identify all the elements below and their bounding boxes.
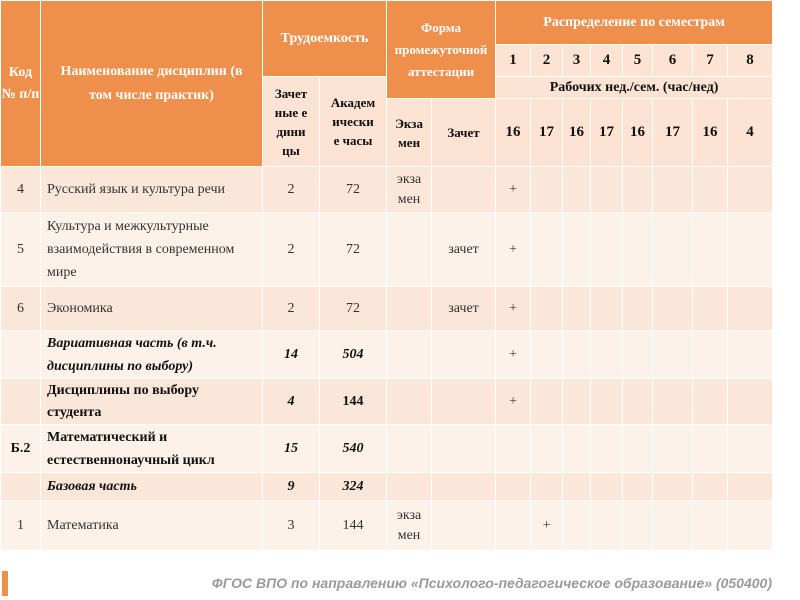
row-sem-1: + [496,331,531,379]
row-name: Базовая часть [41,473,263,501]
weeks-6: 17 [653,99,693,167]
row-sem-5 [623,379,653,425]
row-units: 2 [263,167,320,213]
header-form-exam: Экзамен [387,99,432,167]
row-exam [387,213,432,287]
row-units: 2 [263,213,320,287]
table-row [1,473,773,501]
weeks-2: 17 [531,99,563,167]
row-exam [387,331,432,379]
row-sem-5 [623,213,653,287]
row-sem-6 [653,167,693,213]
row-sem-8 [728,331,773,379]
row-sem-5 [623,331,653,379]
table-row [1,501,773,551]
row-credit: зачет [432,287,496,331]
semester-7: 7 [693,45,728,77]
row-sem-7 [693,501,728,551]
row-sem-2 [531,379,563,425]
weeks-8: 4 [728,99,773,167]
row-credit [432,379,496,425]
row-sem-5 [623,501,653,551]
footer-caption: ФГОС ВПО по направлению «Психолого-педагогическое образование» (050400) [211,575,772,591]
row-sem-7 [693,287,728,331]
row-units: 2 [263,287,320,331]
table-row [1,425,773,473]
row-name: Дисциплины по выбору студента [41,379,263,425]
row-sem-5 [623,167,653,213]
row-exam: экзамен [387,501,432,551]
row-hours: 504 [320,331,387,379]
row-code: 5 [1,213,41,287]
row-units: 15 [263,425,320,473]
row-sem-2 [531,425,563,473]
semester-4: 4 [591,45,623,77]
row-code: 1 [1,501,41,551]
header-form: Форма промежуточной аттестации [387,1,496,99]
row-sem-1: + [496,379,531,425]
row-sem-4 [591,287,623,331]
row-code: 4 [1,167,41,213]
header-distribution: Распределение по семестрам [496,1,773,45]
row-sem-6 [653,501,693,551]
header-name: Наименование дисциплин (в том числе практик) [41,1,263,167]
row-sem-1 [496,501,531,551]
weeks-5: 16 [623,99,653,167]
row-sem-1: + [496,287,531,331]
row-code [1,379,41,425]
row-hours: 540 [320,425,387,473]
row-sem-7 [693,473,728,501]
row-name: Культура и межкультурные взаимодействия в современном мире [41,213,263,287]
row-exam: экзамен [387,167,432,213]
row-sem-1: + [496,167,531,213]
row-sem-1 [496,425,531,473]
table-body [1,167,773,551]
row-sem-8 [728,379,773,425]
row-sem-2: + [531,501,563,551]
row-sem-3 [563,167,591,213]
semester-2: 2 [531,45,563,77]
semester-1: 1 [496,45,531,77]
row-sem-3 [563,287,591,331]
row-credit [432,167,496,213]
row-sem-7 [693,379,728,425]
row-sem-4 [591,473,623,501]
semester-6: 6 [653,45,693,77]
row-sem-3 [563,379,591,425]
row-sem-2 [531,473,563,501]
row-credit [432,501,496,551]
row-sem-8 [728,213,773,287]
row-sem-5 [623,287,653,331]
row-sem-4 [591,425,623,473]
weeks-1: 16 [496,99,531,167]
row-credit [432,331,496,379]
row-sem-7 [693,425,728,473]
row-sem-2 [531,331,563,379]
row-sem-3 [563,473,591,501]
header-code: Код № п/п [1,1,41,167]
row-sem-6 [653,213,693,287]
row-credit [432,425,496,473]
row-sem-1: + [496,213,531,287]
row-sem-8 [728,425,773,473]
row-sem-8 [728,287,773,331]
row-sem-6 [653,287,693,331]
row-sem-1 [496,473,531,501]
row-sem-2 [531,213,563,287]
row-code [1,331,41,379]
header-labor-units: Зачетные единицы [263,77,320,167]
row-name: Экономика [41,287,263,331]
row-exam [387,287,432,331]
row-sem-2 [531,167,563,213]
row-hours: 324 [320,473,387,501]
row-hours: 144 [320,501,387,551]
row-sem-7 [693,213,728,287]
weeks-3: 16 [563,99,591,167]
row-units: 4 [263,379,320,425]
table-row [1,167,773,213]
row-sem-2 [531,287,563,331]
table-row [1,331,773,379]
row-credit: зачет [432,213,496,287]
row-hours: 72 [320,213,387,287]
table-row [1,213,773,287]
row-sem-3 [563,331,591,379]
row-sem-3 [563,213,591,287]
row-units: 3 [263,501,320,551]
table-header [1,1,773,167]
row-code [1,473,41,501]
row-sem-4 [591,331,623,379]
header-form-credit: Зачет [432,99,496,167]
row-sem-4 [591,379,623,425]
footer-bar [2,571,776,596]
table-row [1,379,773,425]
weeks-4: 17 [591,99,623,167]
semester-5: 5 [623,45,653,77]
row-sem-5 [623,425,653,473]
row-sem-8 [728,167,773,213]
row-sem-3 [563,425,591,473]
row-hours: 72 [320,287,387,331]
row-units: 14 [263,331,320,379]
row-exam [387,425,432,473]
header-labor: Трудоемкость [263,1,387,77]
row-sem-6 [653,473,693,501]
row-credit [432,473,496,501]
row-units: 9 [263,473,320,501]
row-hours: 72 [320,167,387,213]
header-labor-hours: Академические часы [320,77,387,167]
row-sem-7 [693,167,728,213]
row-sem-7 [693,331,728,379]
row-code: 6 [1,287,41,331]
row-name: Русский язык и культура речи [41,167,263,213]
row-name: Математика [41,501,263,551]
row-exam [387,379,432,425]
row-sem-4 [591,501,623,551]
row-hours: 144 [320,379,387,425]
row-name: Математический и естественнонаучный цикл [41,425,263,473]
row-sem-8 [728,501,773,551]
row-sem-8 [728,473,773,501]
row-sem-4 [591,213,623,287]
header-weeks-label: Рабочих нед./сем. (час/нед) [496,77,773,99]
row-sem-3 [563,501,591,551]
row-name: Вариативная часть (в т.ч. дисциплины по выбору) [41,331,263,379]
semester-3: 3 [563,45,591,77]
table-row [1,287,773,331]
row-exam [387,473,432,501]
semester-8: 8 [728,45,773,77]
row-code: Б.2 [1,425,41,473]
row-sem-6 [653,425,693,473]
row-sem-5 [623,473,653,501]
weeks-7: 16 [693,99,728,167]
row-sem-4 [591,167,623,213]
row-sem-6 [653,331,693,379]
row-sem-6 [653,379,693,425]
